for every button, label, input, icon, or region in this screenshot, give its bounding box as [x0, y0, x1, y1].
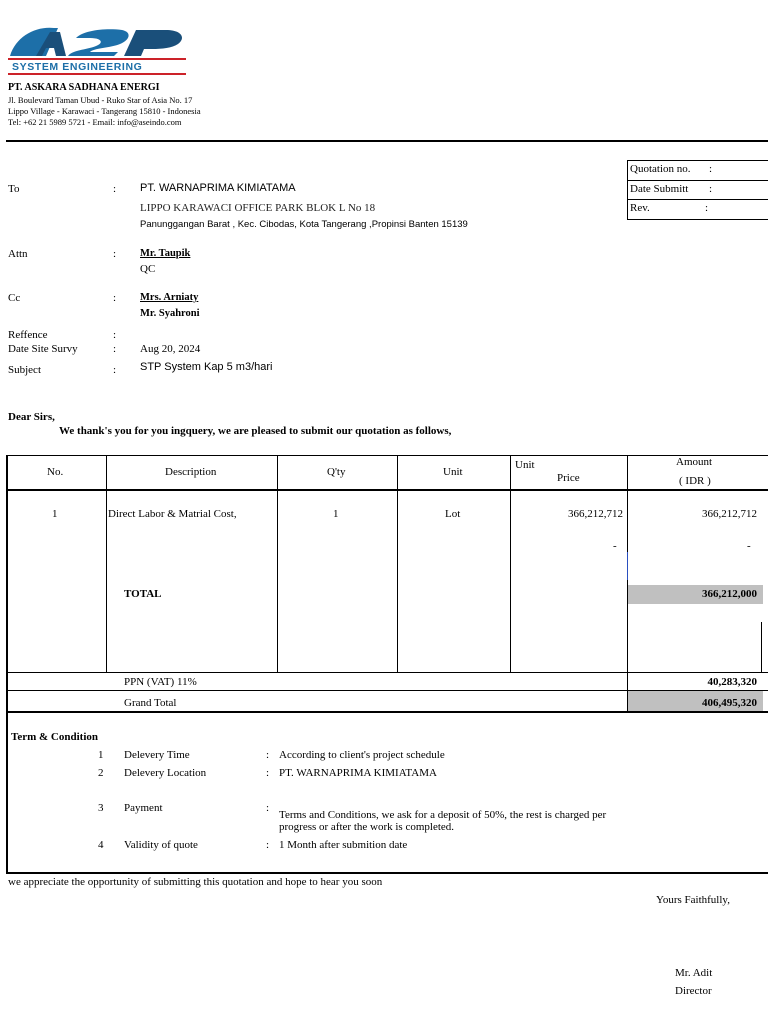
attn-colon: : [113, 248, 117, 260]
signer-name: Mr. Adit [675, 967, 713, 979]
survey-label: Date Site Survy [8, 343, 78, 355]
term-3-colon: : [266, 802, 270, 814]
row-1-qty: 1 [333, 508, 339, 520]
survey-colon: : [113, 343, 117, 355]
header-unit-price-1: Unit [515, 459, 535, 471]
header-divider [6, 140, 768, 142]
to-address-1: LIPPO KARAWACI OFFICE PARK BLOK L No 18 [140, 202, 376, 214]
to-company-name: PT. WARNAPRIMA KIMIATAMA [140, 182, 296, 194]
dash-amount: - [747, 540, 751, 552]
salutation: Dear Sirs, [8, 411, 55, 423]
total-value: 366,212,000 [702, 588, 757, 600]
grand-total-value: 406,495,320 [702, 697, 757, 709]
header-no: No. [47, 466, 64, 478]
term-2-colon: : [266, 767, 270, 779]
grand-total-label: Grand Total [124, 697, 177, 709]
term-3-value-line-2: progress or after the work is completed. [279, 821, 455, 833]
reference-colon: : [113, 329, 117, 341]
row-1-description: Direct Labor & Matrial Cost, [108, 508, 237, 520]
to-label: To [8, 183, 20, 195]
subject-colon: : [113, 364, 117, 376]
cursor-line [627, 552, 628, 580]
header-amount-1: Amount [676, 456, 713, 468]
quotation-no-colon: : [709, 163, 713, 175]
rev-colon: : [705, 202, 709, 214]
header-unit-price-2: Price [557, 472, 580, 484]
cc-name-1: Mrs. Arniaty [140, 292, 199, 303]
survey-date: Aug 20, 2024 [140, 343, 201, 355]
terms-border-left [6, 713, 8, 873]
attn-name: Mr. Taupik [140, 248, 191, 259]
term-2-num: 2 [98, 767, 104, 779]
cc-name-2: Mr. Syahroni [140, 308, 200, 319]
cc-label: Cc [8, 292, 21, 304]
closing-note: we appreciate the opportunity of submitting this quotation and hope to hear you soon [8, 876, 383, 888]
to-colon: : [113, 183, 117, 195]
row-1-unit-price: 366,212,712 [568, 508, 623, 520]
row-1-amount: 366,212,712 [702, 508, 757, 520]
intro-text: We thank's you for you ingquery, we are pleased to submit our quotation as follows, [59, 425, 452, 437]
header-description: Description [165, 466, 217, 478]
logo-tagline: SYSTEM ENGINEERING [12, 61, 143, 73]
term-4-num: 4 [98, 839, 104, 851]
header-unit: Unit [443, 466, 463, 478]
cc-colon: : [113, 292, 117, 304]
terms-border-bottom [6, 872, 768, 874]
attn-label: Attn [8, 248, 28, 260]
term-1-value: According to client's project schedule [279, 749, 445, 761]
rev-label: Rev. [630, 202, 650, 214]
term-1-colon: : [266, 749, 270, 761]
subject-label: Subject [8, 364, 41, 376]
row-1-unit: Lot [445, 508, 461, 520]
reference-label: Reffence [8, 329, 48, 341]
term-4-value: 1 Month after submition date [279, 839, 408, 851]
subject-value: STP System Kap 5 m3/hari [140, 361, 273, 373]
ppn-value: 40,283,320 [707, 676, 757, 688]
company-contact: Tel: +62 21 5989 5721 - Email: info@aseindo.com [8, 117, 182, 127]
company-address-2: Lippo Village - Karawaci - Tangerang 15810 - Indonesia [8, 106, 201, 116]
date-submitt-label: Date Submitt [630, 183, 689, 195]
company-address-1: Jl. Boulevard Taman Ubud - Ruko Star of Asia No. 17 [8, 95, 193, 105]
company-logo [6, 16, 188, 76]
term-1-num: 1 [98, 749, 104, 761]
term-2-value: PT. WARNAPRIMA KIMIATAMA [279, 767, 437, 779]
term-4-colon: : [266, 839, 270, 851]
yours-faithfully: Yours Faithfully, [656, 894, 730, 906]
term-3-num: 3 [98, 802, 104, 814]
signer-title: Director [675, 985, 712, 997]
terms-title: Term & Condition [11, 731, 98, 743]
dash-price: - [613, 540, 617, 552]
header-qty: Q'ty [327, 466, 346, 478]
term-1-label: Delevery Time [124, 749, 190, 761]
term-3-label: Payment [124, 802, 163, 814]
total-label: TOTAL [124, 588, 162, 600]
term-4-label: Validity of quote [124, 839, 198, 851]
to-address-2: Panunggangan Barat , Kec. Cibodas, Kota Tangerang ,Propinsi Banten 15139 [140, 219, 468, 230]
row-1-no: 1 [52, 508, 58, 520]
term-2-label: Delevery Location [124, 767, 207, 779]
quotation-no-label: Quotation no. [630, 163, 691, 175]
attn-role: QC [140, 263, 156, 275]
date-submitt-colon: : [709, 183, 713, 195]
ppn-label: PPN (VAT) 11% [124, 676, 197, 688]
term-3-value: Terms and Conditions, we ask for a deposit of 50%, the rest is charged per [279, 809, 607, 821]
company-name: PT. ASKARA SADHANA ENERGI [8, 82, 160, 93]
header-amount-2: ( IDR ) [679, 475, 711, 487]
